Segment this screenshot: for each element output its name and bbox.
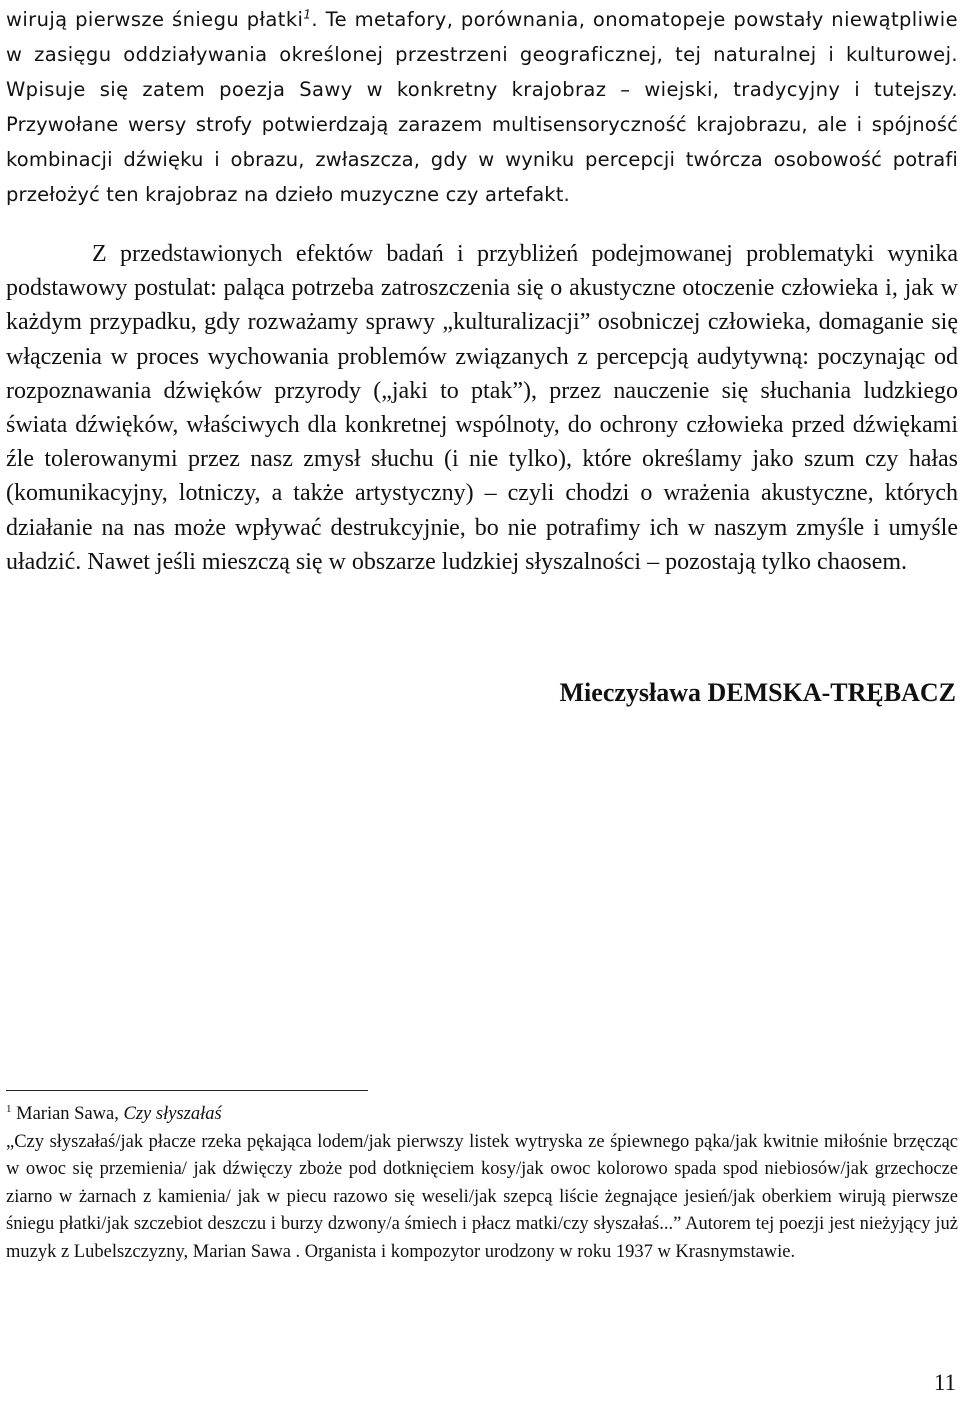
footnote	[6, 1101, 958, 1267]
footnote-source: Marian Sawa,	[11, 1104, 124, 1124]
footnote-reference[interactable]: 1	[303, 7, 312, 22]
main-paragraph: Z przedstawionych efektów badań i przybliżeń podejmowanej problematyki wynika podstawowy postulat: paląca potrzeba zatroszczenia się o akustyczne otoczenie człowieka i, jak w każdym przypadku, gdy rozważamy sprawy „kulturalizacji” osobniczej człowieka, domaganie się włączenia w proces wychowania problemów związanych z percepcją audytywną: poczynając od rozpoznawania dźwięków przyrody („jaki to ptak”), przez nauczenie się słuchania ludzkiego świata dźwięków, właściwych dla konkretnej wspólnoty, do ochrony człowieka przed dźwiękami źle tolerowanymi przez nasz zmysł słuchu (i nie tylko), które określamy jako szum czy hałas (komunikacyjny, lotniczy, a także artystyczny) – czyli chodzi o wrażenia akustyczne, których działanie na nas może wpływać destrukcyjnie, bo nie potrafimy ich w naszym zmyśle i umyśle uładzić. Nawet jeśli mieszczą się w obszarze ludzkiej słyszalności – pozostają tylko chaosem.	[6, 241, 958, 575]
intro-text-part1: wirują pierwsze śniegu płatki	[6, 8, 304, 31]
footnote-number: 1	[6, 1102, 12, 1115]
intro-text-part2: . Te metafory, porównania, onomatopeje powstały niewątpliwie w zasięgu oddziaływania określonej przestrzeni geograficznej, tej naturalnej i kulturowej. Wpisuje się zatem poezja Sawy w konkretny krajobraz – wiejski, tradycyjny i tutejszy.	[6, 8, 958, 101]
footnote-divider	[6, 1090, 368, 1091]
footnote-title: Czy słyszałaś	[123, 1104, 222, 1124]
page-number: 11	[933, 1370, 956, 1395]
intro-text-part3: Przywołane wersy strofy potwierdzają zarazem multisensoryczność krajobrazu, ale i spójność kombinacji dźwięku i obrazu, zwłaszcza, gdy w wyniku percepcji twórcza osobowość potrafi przełożyć ten krajobraz na dzieło muzyczne czy artefakt.	[6, 113, 958, 206]
author-signature: Mieczysława DEMSKA-TRĘBACZ	[559, 678, 956, 707]
footnote-text: „Czy słyszałaś/jak płacze rzeka pękająca lodem/jak pierwszy listek wytryska ze śpiewnego pąka/jak kwitnie miłośnie brzęcząc w owoc się przemienia/ jak dźwięczy zboże pod dotknięciem kosy/jak owoc kolorowo spada spod niebiosów/jak grzechocze ziarno w żarnach z kamienia/ jak w piecu razowo się weseli/jak szepcą liście żegnające jesień/jak oberkiem wirują pierwsze śniegu płatki/jak szczebiot deszczu i burzy dzwony/a śmiech i płacz matki/czy słyszałaś...” Autorem tej poezji jest nieżyjący już muzyk z Lubelszczyzny, Marian Sawa . Organista i kompozytor urodzony w roku 1937 w Krasnymstawie.	[6, 1131, 958, 1262]
intro-paragraph	[6, 2, 958, 212]
